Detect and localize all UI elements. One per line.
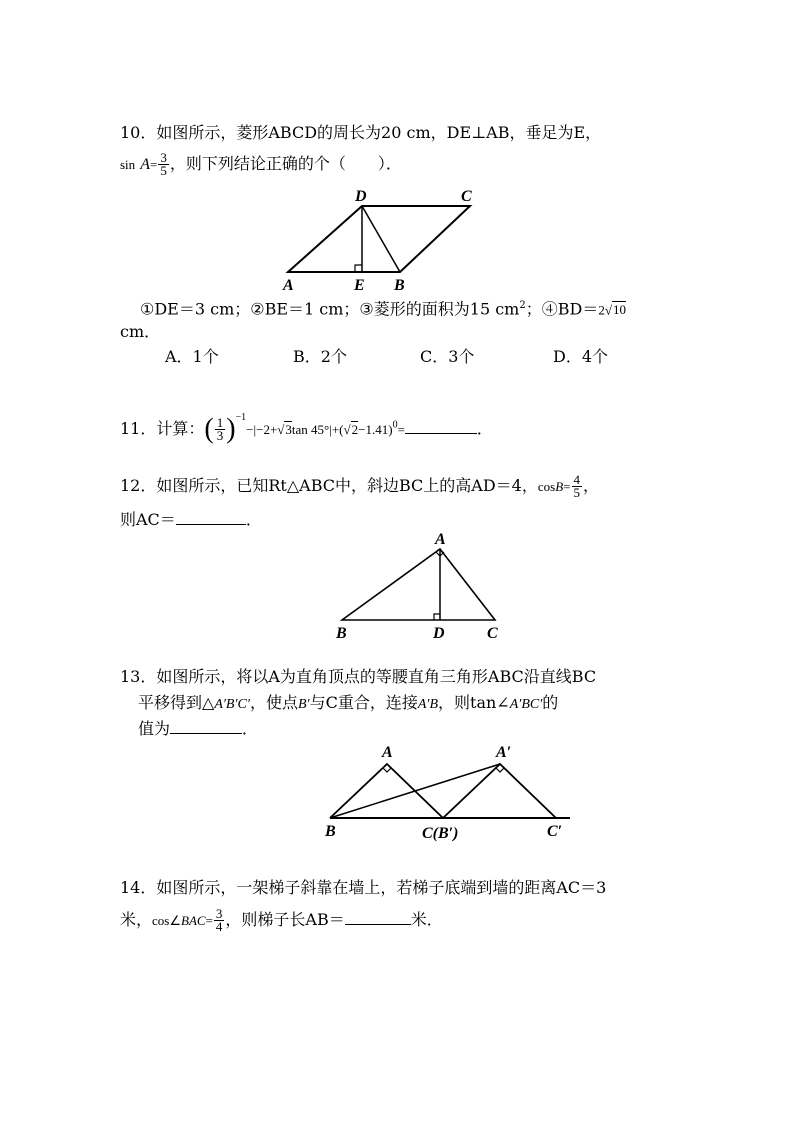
q12-end: ． (245, 510, 262, 529)
cos-var: BAC (181, 913, 206, 928)
segment-apb (330, 764, 500, 818)
label-cprime: C′ (547, 823, 563, 840)
label-aprime: A′ (496, 744, 512, 761)
q10-statements-end: cm． (120, 322, 161, 341)
q13-line2 (138, 693, 558, 715)
q14-line2 (120, 902, 443, 939)
label-a: A (283, 277, 294, 294)
q12-line1 (120, 466, 599, 507)
fraction-numerator: 4 (573, 472, 580, 487)
label-b: B (325, 823, 336, 840)
point-bprime: B′ (297, 697, 310, 712)
fraction-denominator: 4 (215, 919, 223, 934)
label-d: D (355, 188, 367, 205)
option-c: C．3个 (420, 347, 475, 366)
radicand-3: 3 (285, 422, 292, 437)
q12-comma: ， (583, 476, 600, 495)
answer-blank (345, 924, 411, 925)
cos-fraction (214, 908, 225, 933)
q13-part-b: ，使点 (249, 693, 298, 712)
q13-part-d: ，则tan∠ (438, 693, 510, 712)
answer-blank (176, 524, 246, 525)
expr-part1: −|−2+ (246, 422, 278, 437)
expr-part2: tan 45°|+( (291, 422, 344, 437)
statements-part1: ①DE＝3 cm；②BE＝1 cm；③菱形的面积为15 cm (140, 299, 520, 319)
coefficient: 2 (598, 302, 605, 318)
fraction-denominator: 5 (573, 485, 580, 500)
expr-equals: = (397, 422, 405, 437)
q10-statements: ①DE＝3 cm；②BE＝1 cm；③菱形的面积为15 $cm^2$；④BD＝2√10 (140, 299, 626, 319)
segment-db (362, 206, 400, 272)
equals: = (150, 157, 158, 172)
option-a: A．1个 (165, 347, 219, 366)
fraction-denominator: 5 (160, 163, 167, 178)
answer-blank (170, 733, 242, 734)
q10-line2-tail: ，则下列结论正确的个（ ）． (169, 154, 402, 173)
exponent-neg1: −1 (235, 412, 247, 423)
rhombus-figure (280, 184, 480, 294)
q13-line3 (138, 719, 258, 739)
cos-expr: cos∠ (152, 913, 181, 928)
q11-line: 11．计算：( $\frac{1}{3}$ )$^{-1}$−|−2+√3tan $45^\circ|+(√2-1.41)^0=$ ． (120, 412, 493, 445)
equals: = (563, 479, 571, 494)
q14-part-c: 米． (410, 910, 443, 929)
cos-fraction (572, 474, 583, 499)
right-angle-mark (355, 265, 362, 272)
cos-label: cos (537, 479, 556, 494)
q14-part-b: ，则梯子长AB＝ (225, 910, 345, 929)
triangle-name: A′B′C′ (214, 697, 250, 712)
label-c: C (487, 625, 498, 642)
label-c-bprime: C(B′) (422, 825, 459, 842)
q11-fraction (215, 417, 226, 442)
radicand-2: 2 (351, 422, 359, 437)
q13-line1: 13．如图所示，将以A为直角顶点的等腰直角三角形ABC沿直线BC (120, 667, 597, 686)
right-angle-mark-a (383, 768, 391, 772)
q13-end: ． (242, 719, 259, 738)
label-d: D (433, 625, 445, 642)
label-c: C (461, 188, 472, 205)
segment-name: A′B (417, 697, 439, 712)
right-angle-mark-d (434, 614, 440, 620)
rhombus-abcd (288, 206, 470, 272)
q13-line3-text: 值为 (138, 719, 171, 738)
radicand: 10 (612, 302, 626, 318)
q13-part-c: 与C重合，连接 (309, 693, 418, 712)
label-a: A (382, 744, 393, 761)
q12-line2-text: 则AC＝ (120, 510, 176, 529)
option-d: D．4个 (553, 347, 609, 366)
superscript: 2 (519, 300, 526, 311)
label-b: B (336, 625, 347, 642)
angle-name: A′BC′ (509, 697, 543, 712)
label-a: A (435, 531, 446, 548)
q12-line2 (120, 510, 262, 530)
sin-var: A (140, 156, 151, 173)
q14-part-a: 米， (120, 910, 153, 929)
fraction-numerator: 3 (215, 906, 223, 921)
option-b: B．2个 (293, 347, 347, 366)
q13-part-a: 平移得到△ (138, 693, 215, 712)
label-b: B (394, 277, 405, 294)
q13-part-e: 的 (542, 693, 559, 712)
fraction-numerator: 1 (216, 415, 224, 430)
right-angle-mark-ap (496, 768, 504, 772)
fraction-denominator: 3 (216, 428, 224, 443)
equals: = (205, 913, 213, 928)
triangle-abc (342, 549, 495, 620)
q11-end: ． (476, 419, 493, 438)
fraction-numerator: 3 (160, 150, 167, 165)
q14-line1: 14．如图所示，一架梯子斜靠在墙上，若梯子底端到墙的距离AC＝3 (120, 878, 607, 897)
sin-label: sin (120, 157, 136, 172)
q10-line1: 10．如图所示，菱形ABCD的周长为20 cm，DE⊥AB，垂足为E， (120, 123, 602, 142)
answer-blank (405, 433, 477, 434)
q10-line2 (120, 150, 402, 179)
q11-prefix: 11．计算： (120, 419, 205, 438)
label-e: E (354, 277, 365, 294)
cos-var: B (555, 479, 564, 494)
expr-part3: −1.41) (358, 422, 393, 437)
statements-part2: ；④BD＝ (525, 299, 599, 319)
exponent-zero: 0 (392, 419, 398, 431)
translated-triangles-figure (320, 738, 580, 843)
q12-text: 12．如图所示，已知Rt△ABC中，斜边BC上的高AD＝4， (120, 476, 538, 495)
sin-fraction (158, 152, 169, 177)
right-triangle-figure (330, 528, 510, 643)
